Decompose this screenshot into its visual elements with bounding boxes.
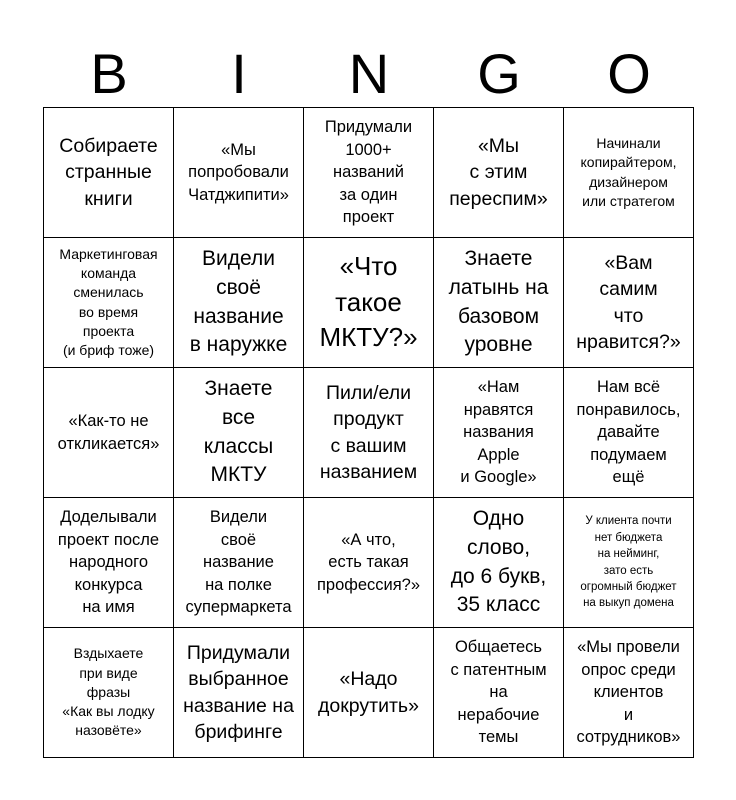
bingo-cell[interactable]: Знаете все классы МКТУ [174,368,304,498]
bingo-cell[interactable]: Начинали копирайтером, дизайнером или стратегом [564,108,694,238]
bingo-cell[interactable]: Пили/ели продукт с вашим названием [304,368,434,498]
bingo-cell[interactable]: Придумали выбранное название на брифинге [174,628,304,758]
bingo-card-grid [43,107,694,758]
bingo-cell[interactable]: «Надо докрутить» [304,628,434,758]
bingo-cell[interactable]: Доделывали проект после народного конкурса на имя [44,498,174,628]
bingo-cell[interactable]: «Мы провели опрос среди клиентов и сотрудников» [564,628,694,758]
header-letter-o: O [607,42,651,105]
bingo-cell[interactable]: Видели своё название в наружке [174,238,304,368]
bingo-cell[interactable]: «Нам нравятся названия Apple и Google» [434,368,564,498]
bingo-cell[interactable]: Знаете латынь на базовом уровне [434,238,564,368]
bingo-cell[interactable]: Вздыхаете при виде фразы «Как вы лодку назовёте» [44,628,174,758]
bingo-cell[interactable]: Общаетесь с патентным на нерабочие темы [434,628,564,758]
bingo-header [44,40,694,108]
bingo-cell[interactable]: Видели своё название на полке супермаркета [174,498,304,628]
bingo-cell[interactable]: Нам всё понравилось, давайте подумаем ещё [564,368,694,498]
bingo-cell[interactable]: Маркетинговая команда сменилась во время проекта (и бриф тоже) [44,238,174,368]
bingo-cell[interactable]: «Вам самим что нравится?» [564,238,694,368]
bingo-cell[interactable]: «Как-то не откликается» [44,368,174,498]
header-letter-n: N [348,42,390,105]
bingo-cell[interactable]: Одно слово, до 6 букв, 35 класс [434,498,564,628]
header-letter-b: B [90,42,128,105]
bingo-cell[interactable]: «Мы попробовали Чатджипити» [174,108,304,238]
bingo-cell[interactable]: «А что, есть такая профессия?» [304,498,434,628]
header-letter-i: I [231,42,247,105]
header-letter-g: G [477,42,521,105]
bingo-cell[interactable]: У клиента почти нет бюджета на нейминг, зато есть огромный бюджет на выкуп домена [564,498,694,628]
bingo-cell[interactable]: Придумали 1000+ названий за один проект [304,108,434,238]
bingo-cell[interactable]: «Что такое МКТУ?» [304,238,434,368]
bingo-cell[interactable]: «Мы с этим переспим» [434,108,564,238]
bingo-cell[interactable]: Собираете странные книги [44,108,174,238]
